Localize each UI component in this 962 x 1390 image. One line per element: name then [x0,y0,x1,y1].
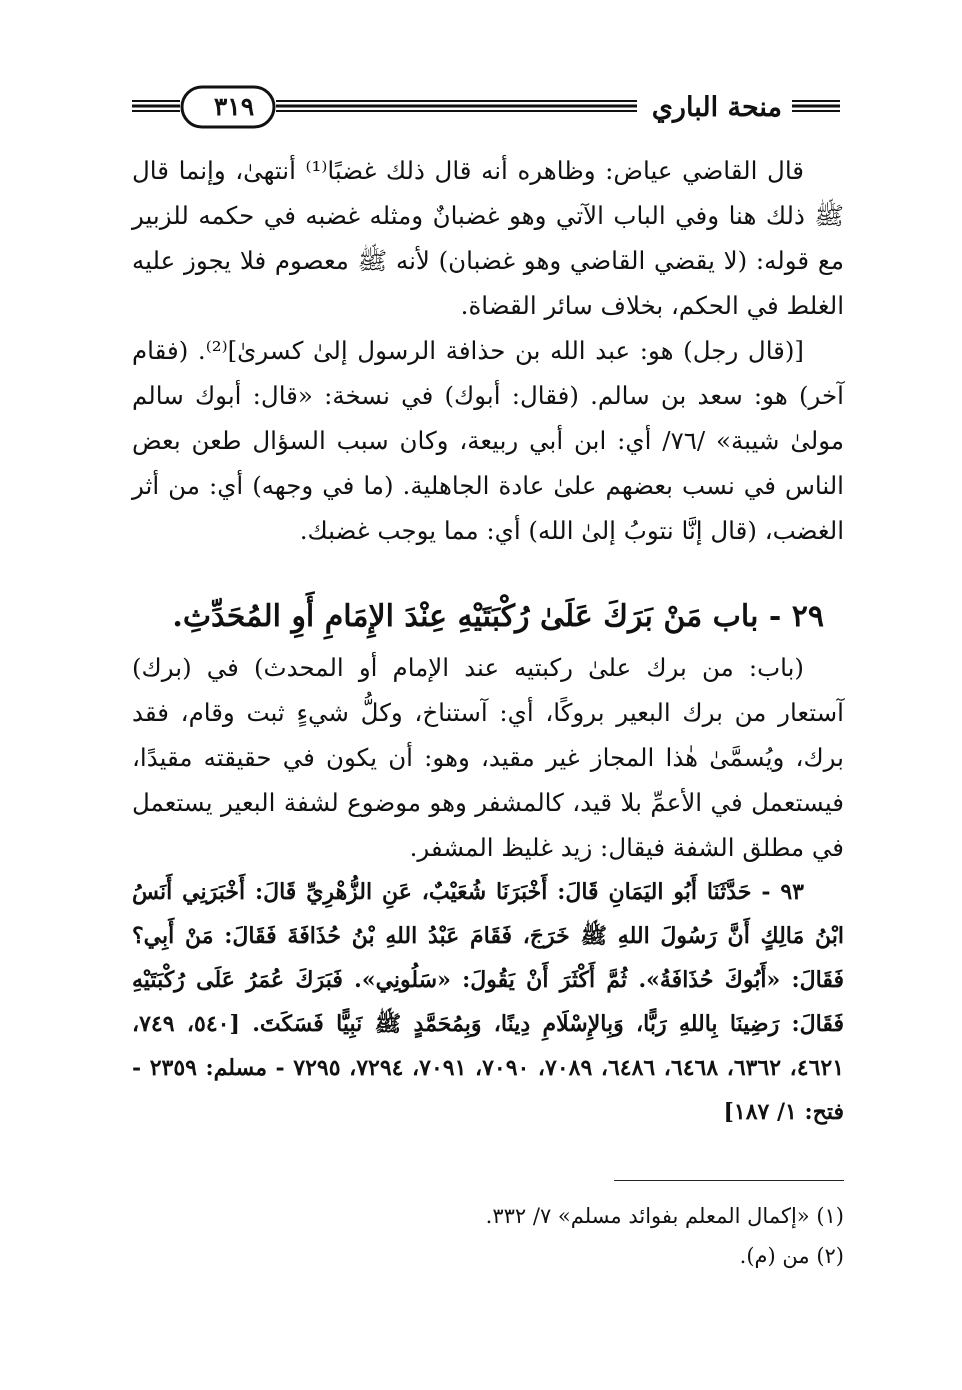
footnote-separator [614,1180,844,1181]
page-number: ٣١٩ [213,92,255,121]
page-header [132,84,842,134]
footnote: (٢) من (م). [739,1244,844,1268]
commentary-paragraph: [(قال رجل) هو: عبد الله بن حذافة الرسول إلىٰ كسرىٰ]⁽²⁾. (فقام آخر) هو: سعد بن سالم. (فقال: أبوك) في نسخة: «قال: أبوك سالم مولىٰ شيبة» /٧٦/ أي: ابن أبي ربيعة، وكان سبب السؤال طعن بعض الناس في نسب بعضهم علىٰ عادة الجاهلية. (ما في وجهه) أي: من أثر الغضب، (قال إنَّا نتوبُ إلىٰ الله) أي: مما يوجب غضبك. [132,336,845,545]
running-title: منحة الباري [651,92,782,123]
chapter-heading: ٢٩ - باب مَنْ بَرَكَ عَلَىٰ رُكْبَتَيْهِ عِنْدَ الإِمَامِ أَوِ المُحَدِّثِ. [172,599,824,634]
footnote: (١) «إكمال المعلم بفوائد مسلم» ٧/ ٣٣٢. [485,1204,844,1228]
commentary-paragraph: قال القاضي عياض: وظاهره أنه قال ذلك غضبًا⁽¹⁾ أنتهىٰ، وإنما قال ﷺ ذلك هنا وفي الباب الآتي وهو غضبانٌ ومثله غضبه في حكمه للزبير مع قوله: (لا يقضي القاضي وهو غضبان) لأنه ﷺ معصوم فلا يجوز عليه الغلط في الحكم، بخلاف سائر القضاة. [132,156,844,320]
hadith-text: ٩٣ - حَدَّثَنَا أَبُو اليَمَانِ قَالَ: أَخْبَرَنَا شُعَيْبٌ، عَنِ الزُّهْرِيِّ قَالَ: أَخْبَرَنِي أَنَسُ ابْنُ مَالِكٍ أَنَّ رَسُولَ اللهِ ﷺ خَرَجَ، فَقَامَ عَبْدُ اللهِ بْنُ حُذَافَةَ فَقَالَ: مَنْ أَبِي؟ فَقَالَ: «أَبُوكَ حُذَافَةُ». ثُمَّ أَكْثَرَ أَنْ يَقُولَ: «سَلُونِي». فَبَرَكَ عُمَرُ عَلَى رُكْبَتَيْهِ فَقَالَ: رَضِينَا بِاللهِ رَبًّا، وَبِالإِسْلَامِ دِينًا، وَبِمُحَمَّدٍ ﷺ نَبِيًّا فَسَكَتَ. [٥٤٠، ٧٤٩، ٤٦٢١، ٦٣٦٢، ٦٤٦٨، ٦٤٨٦، ٧٠٨٩، ٧٠٩٠، ٧٠٩١، ٧٢٩٤، ٧٢٩٥ - مسلم: ٢٣٥٩ - فتح: ١/ ١٨٧] [132,879,845,1125]
footnotes [244,1196,844,1276]
chapter-commentary: (باب: من برك علىٰ ركبتيه عند الإمام أو المحدث) في (برك) آستعار من برك البعير بروكًا، أي: آستناخ، وكلُّ شيءٍ ثبت وقام، فقد برك، ويُسمَّىٰ هٰذا المجاز غير مقيد، وهو: أن يكون في حقيقته مقيدًا، فيستعمل في الأعمِّ بلا قيد، كالمشفر وهو موضوع لشفة البعير يستعمل في مطلق الشفة فيقال: زيد غليظ المشفر. [132,653,844,862]
main-text [132,148,844,1134]
